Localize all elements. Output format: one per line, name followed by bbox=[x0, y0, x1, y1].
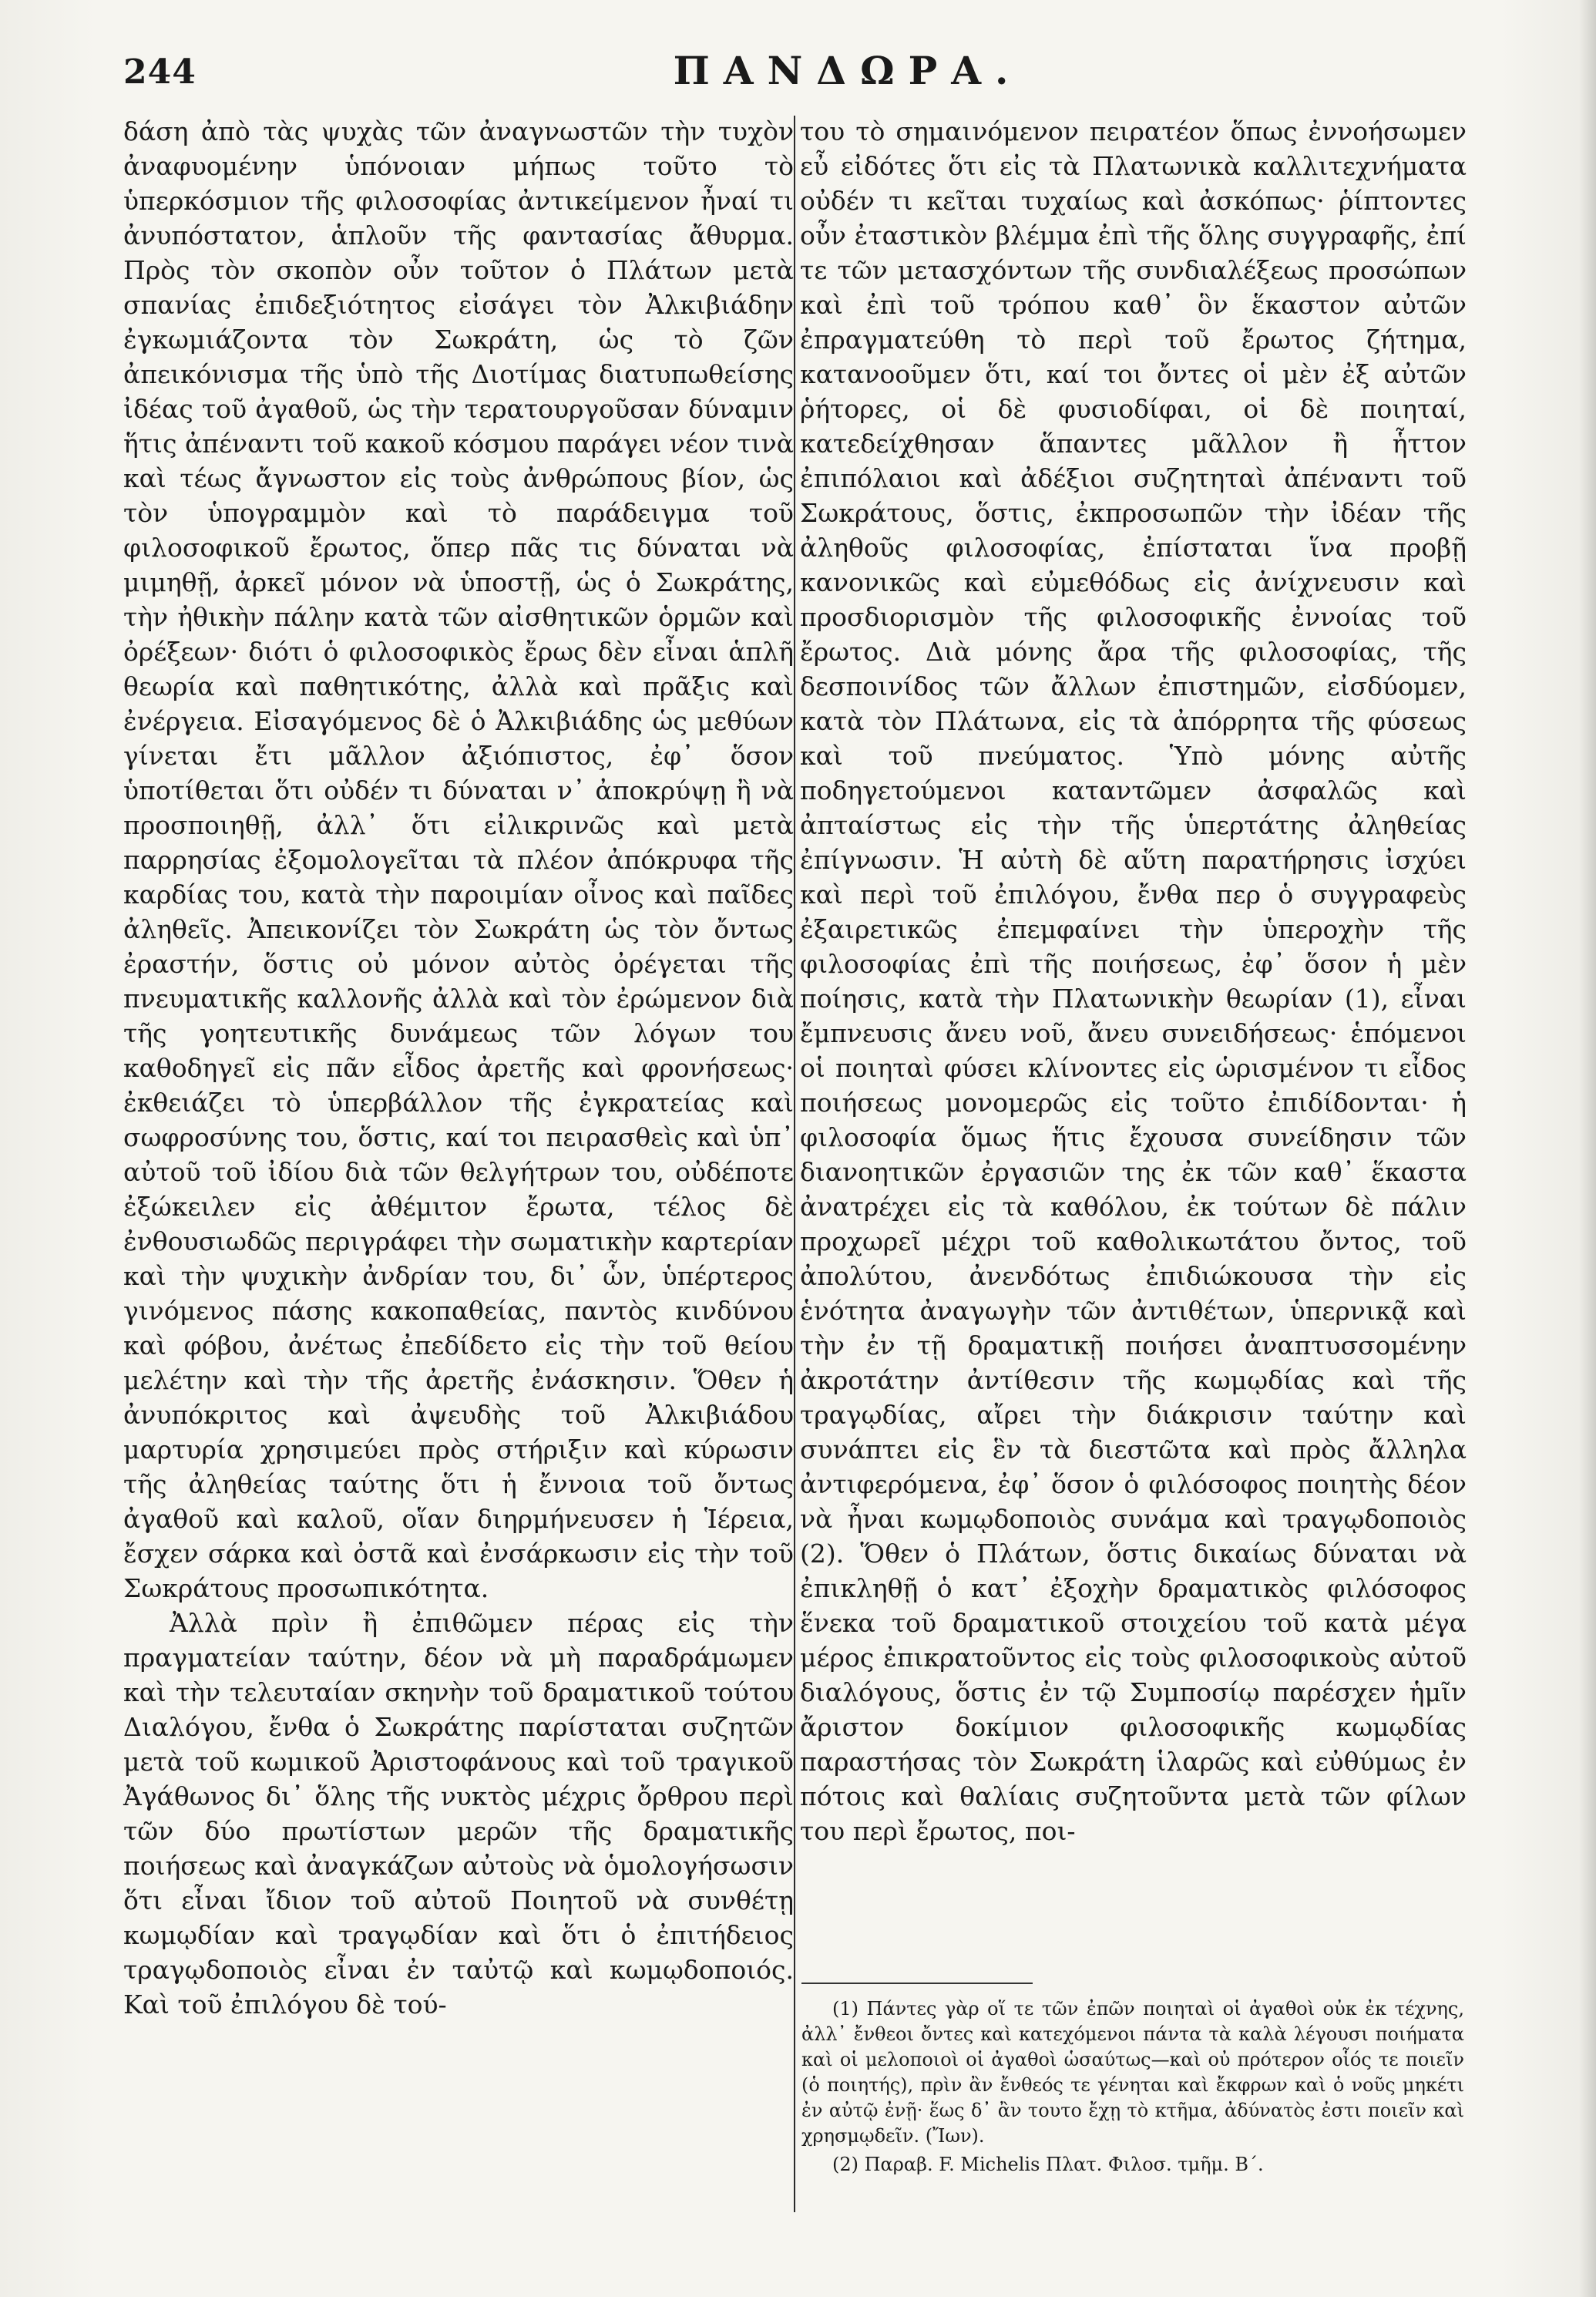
right-paragraph-1: του τὸ σημαινόμενον πειρατέον ὅπως ἐννοήσωμεν εὖ εἰδότες ὅτι εἰς τὰ Πλατωνικὰ καλλιτεχνήματα οὐδέν τι κεῖται τυχαίως καὶ ἀσκόπως· ῥίπτοντες οὖν ἐταστικὸν βλέμμα ἐπὶ τῆς ὅλης συγγραφῆς, ἐπί τε τῶν μετασχόντων τῆς συνδιαλέξεως προσώπων καὶ ἐπὶ τοῦ τρόπου καθ᾽ ὃν ἕκαστον αὐτῶν ἐπραγματεύθη τὸ περὶ τοῦ ἔρωτος ζήτημα, κατανοοῦμεν ὅτι, καί τοι ὄντες οἱ μὲν ἐξ αὐτῶν ῥήτορες, οἱ δὲ φυσιοδίφαι, οἱ δὲ ποιηταί, κατεδείχθησαν ἅπαντες μᾶλλον ἢ ἧττον ἐπιπόλαιοι καὶ ἀδέξιοι συζητηταὶ ἀπέναντι τοῦ Σωκράτους, ὅστις, ἐκπροσωπῶν τὴν ἰδέαν τῆς ἀληθοῦς φιλοσοφίας, ἐπίσταται ἵνα προβῇ κανονικῶς καὶ εὐμεθόδως εἰς ἀνίχνευσιν καὶ προσδιορισμὸν τῆς φιλοσοφικῆς ἐννοίας τοῦ ἔρωτος. Διὰ μόνης ἄρα τῆς φιλοσοφίας, τῆς δεσποινίδος τῶν ἄλλων ἐπιστημῶν, εἰσδύομεν, κατὰ τὸν Πλάτωνα, εἰς τὰ ἀπόρρητα τῆς φύσεως καὶ τοῦ πνεύματος. Ὑπὸ μόνης αὐτῆς ποδηγετούμενοι καταντῶμεν ἀσφαλῶς καὶ ἀπταίστως εἰς τὴν τῆς ὑπερτάτης ἀληθείας ἐπίγνωσιν. Ἡ αὐτὴ δὲ αὕτη παρατήρησις ἰσχύει καὶ περὶ τοῦ ἐπιλόγου, ἔνθα περ ὁ συγγραφεὺς ἐξαιρετικῶς ἐπεμφαίνει τὴν ὑπεροχὴν τῆς φιλοσοφίας ἐπὶ τῆς ποιήσεως, ἐφ᾽ ὅσον ἡ μὲν ποίησις, κατὰ τὴν Πλατωνικὴν θεωρίαν (1), εἶναι ἔμπνευσις ἄνευ νοῦ, ἄνευ συνειδήσεως· ἑπόμενοι οἱ ποιηταὶ φύσει κλίνοντες εἰς ὡρισμένον τι εἶδος ποιήσεως μονομερῶς εἰς τοῦτο ἐπιδίδονται· ἡ φιλοσοφία ὅμως ἥτις ἔχουσα συνείδησιν τῶν διανοητικῶν ἐργασιῶν της ἐκ τῶν καθ᾽ ἕκαστα ἀνατρέχει εἰς τὰ καθόλου, ἐκ τούτων δὲ πάλιν προχωρεῖ μέχρι τοῦ καθολικωτάτου ὄντος, τοῦ ἀπολύτου, ἀνενδότως ἐπιδιώκουσα τὴν εἰς ἑνότητα ἀναγωγὴν τῶν ἀντιθέτων, ὑπερνικᾷ καὶ τὴν ἐν τῇ δραματικῇ ποιήσει ἀναπτυσσομένην ἀκροτάτην ἀντίθεσιν τῆς κωμῳδίας καὶ τῆς τραγῳδίας, αἴρει τὴν διάκρισιν ταύτην καὶ συνάπτει εἰς ἓν τὰ διεστῶτα καὶ πρὸς ἄλληλα ἀντιφερόμενα, ἐφ᾽ ὅσον ὁ φιλόσοφος ποιητὴς δέον νὰ ἦναι κωμῳδοποιὸς συνάμα καὶ τραγῳδοποιὸς (2). Ὅθεν ὁ Πλάτων, ὅστις δικαίως δύναται νὰ ἐπικληθῇ ὁ κατ᾽ ἐξοχὴν δραματικὸς φιλόσοφος ἕνεκα τοῦ δραματικοῦ στοιχείου τοῦ κατὰ μέγα μέρος ἐπικρατοῦντος εἰς τοὺς φιλοσοφικοὺς αὐτοῦ διαλόγους, ὅστις ἐν τῷ Συμποσίῳ παρέσχεν ἡμῖν ἄριστον δοκίμιον φιλοσοφικῆς κωμῳδίας παραστήσας τὸν Σωκράτη ἱλαρῶς καὶ εὐθύμως ἐν πότοις καὶ θαλίαις συζητοῦντα μετὰ τῶν φίλων του περὶ ἔρωτος, ποι- bbox=[800, 116, 1467, 1846]
running-title: ΠΑΝΔΩΡΑ. bbox=[673, 48, 1023, 93]
column-divider bbox=[794, 116, 795, 2212]
footnotes bbox=[801, 1996, 1464, 2181]
footnote-2: (2) Παραβ. F. Michelis Πλατ. Φιλοσ. τμῆμ. Β΄. bbox=[832, 2154, 1264, 2175]
footnote-1: (1) Πάντες γὰρ οἵ τε τῶν ἐπῶν ποιηταὶ οἱ ἀγαθοὶ οὐκ ἐκ τέχνης, ἀλλ᾽ ἔνθεοι ὄντες καὶ κατεχόμενοι πάντα τὰ καλὰ λέγουσι ποιήματα καὶ οἱ μελοποιοὶ οἱ ἀγαθοὶ ὡσαύτως—καὶ οὐ πρότερον οἷός τε ποιεῖν (ὁ ποιητής), πρὶν ἂν ἔνθεός τε γένηται καὶ ἔκφρων καὶ ὁ νοῦς μηκέτι ἐν αὐτῷ ἐνῇ· ἕως δ᾽ ἂν τουτο ἔχῃ τὸ κτῆμα, ἀδύνατὸς ἐστι ποιεῖν καὶ χρησμῳδεῖν. (Ἴων). bbox=[801, 1998, 1464, 2147]
page-header bbox=[123, 48, 1572, 102]
page-edge-shadow bbox=[1579, 0, 1596, 2297]
left-paragraph-2: Ἀλλὰ πρὶν ἢ ἐπιθῶμεν πέρας εἰς τὴν πραγματείαν ταύτην, δέον νὰ μὴ παραδράμωμεν καὶ τὴν τελευταίαν σκηνὴν τοῦ δραματικοῦ τούτου Διαλόγου, ἔνθα ὁ Σωκράτης παρίσταται συζητῶν μετὰ τοῦ κωμικοῦ Ἀριστοφάνους καὶ τοῦ τραγικοῦ Ἀγάθωνος δι᾽ ὅλης τῆς νυκτὸς μέχρις ὄρθρου περὶ τῶν δύο πρωτίστων μερῶν τῆς δραματικῆς ποιήσεως καὶ ἀναγκάζων αὐτοὺς νὰ ὁμολογήσωσιν ὅτι εἶναι ἴδιον τοῦ αὐτοῦ Ποιητοῦ νὰ συνθέτῃ κωμῳδίαν καὶ τραγῳδίαν καὶ ὅτι ὁ ἐπιτήδειος τραγῳδοποιὸς εἶναι ἐν ταὐτῷ καὶ κωμῳδοποιός. Καὶ τοῦ ἐπιλόγου δὲ τού- bbox=[123, 1608, 794, 2020]
left-column bbox=[123, 114, 794, 2022]
left-paragraph-1: δάση ἀπὸ τὰς ψυχὰς τῶν ἀναγνωστῶν τὴν τυχὸν ἀναφυομένην ὑπόνοιαν μήπως τοῦτο τὸ ὑπερκόσμιον τῆς φιλοσοφίας ἀντικείμενον ἦναί τι ἀνυπόστατον, ἁπλοῦν τῆς φαντασίας ἄθυρμα. Πρὸς τὸν σκοπὸν οὖν τοῦτον ὁ Πλάτων μετὰ σπανίας ἐπιδεξιότητος εἰσάγει τὸν Ἀλκιβιάδην ἐγκωμιάζοντα τὸν Σωκράτη, ὡς τὸ ζῶν ἀπεικόνισμα τῆς ὑπὸ τῆς Διοτίμας διατυπωθείσης ἰδέας τοῦ ἀγαθοῦ, ὡς τὴν τερατουργοῦσαν δύναμιν ἥτις ἀπέναντι τοῦ κακοῦ κόσμου παράγει νέον τινὰ καὶ τέως ἄγνωστον εἰς τοὺς ἀνθρώπους βίον, ὡς τὸν ὑπογραμμὸν καὶ τὸ παράδειγμα τοῦ φιλοσοφικοῦ ἔρωτος, ὅπερ πᾶς τις δύναται νὰ μιμηθῇ, ἀρκεῖ μόνον νὰ ὑποστῇ, ὡς ὁ Σωκράτης, τὴν ἠθικὴν πάλην κατὰ τῶν αἰσθητικῶν ὁρμῶν καὶ ὀρέξεων· διότι ὁ φιλοσοφικὸς ἔρως δὲν εἶναι ἁπλῆ θεωρία καὶ παθητικότης, ἀλλὰ καὶ πρᾶξις καὶ ἐνέργεια. Εἰσαγόμενος δὲ ὁ Ἀλκιβιάδης ὡς μεθύων γίνεται ἔτι μᾶλλον ἀξιόπιστος, ἐφ᾽ ὅσον ὑποτίθεται ὅτι οὐδέν τι δύναται ν᾽ ἀποκρύψῃ ἢ νὰ προσποιηθῇ, ἀλλ᾽ ὅτι εἰλικρινῶς καὶ μετὰ παρρησίας ἐξομολογεῖται τὰ πλέον ἀπόκρυφα τῆς καρδίας του, κατὰ τὴν παροιμίαν οἶνος καὶ παῖδες ἀληθεῖς. Ἀπεικονίζει τὸν Σωκράτη ὡς τὸν ὄντως ἐραστήν, ὅστις οὐ μόνον αὐτὸς ὀρέγεται τῆς πνευματικῆς καλλονῆς ἀλλὰ καὶ τὸν ἐρώμενον διὰ τῆς γοητευτικῆς δυνάμεως τῶν λόγων του καθοδηγεῖ εἰς πᾶν εἶδος ἀρετῆς καὶ φρονήσεως· ἐκθειάζει τὸ ὑπερβάλλον τῆς ἐγκρατείας καὶ σωφροσύνης του, ὅστις, καί τοι πειρασθεὶς καὶ ὑπ᾽ αὐτοῦ τοῦ ἰδίου διὰ τῶν θελγήτρων του, οὐδέποτε ἐξώκειλεν εἰς ἀθέμιτον ἔρωτα, τέλος δὲ ἐνθουσιωδῶς περιγράφει τὴν σωματικὴν καρτερίαν καὶ τὴν ψυχικὴν ἀνδρίαν του, δι᾽ ὧν, ὑπέρτερος γινόμενος πάσης κακοπαθείας, παντὸς κινδύνου καὶ φόβου, ἀνέτως ἐπεδίδετο εἰς τὴν τοῦ θείου μελέτην καὶ τὴν τῆς ἀρετῆς ἐνάσκησιν. Ὅθεν ἡ ἀνυπόκριτος καὶ ἀψευδὴς τοῦ Ἀλκιβιάδου μαρτυρία χρησιμεύει πρὸς στήριξιν καὶ κύρωσιν τῆς ἀληθείας ταύτης ὅτι ἡ ἔννοια τοῦ ὄντως ἀγαθοῦ καὶ καλοῦ, οἵαν διηρμήνευσεν ἡ Ἱέρεια, ἔσχεν σάρκα καὶ ὀστᾶ καὶ ἐνσάρκωσιν εἰς τὴν τοῦ Σωκράτους προσωπικότητα. bbox=[123, 116, 794, 1603]
page-number: 244 bbox=[123, 52, 197, 92]
footnote-divider bbox=[801, 1983, 1033, 1984]
right-column bbox=[800, 114, 1467, 1848]
